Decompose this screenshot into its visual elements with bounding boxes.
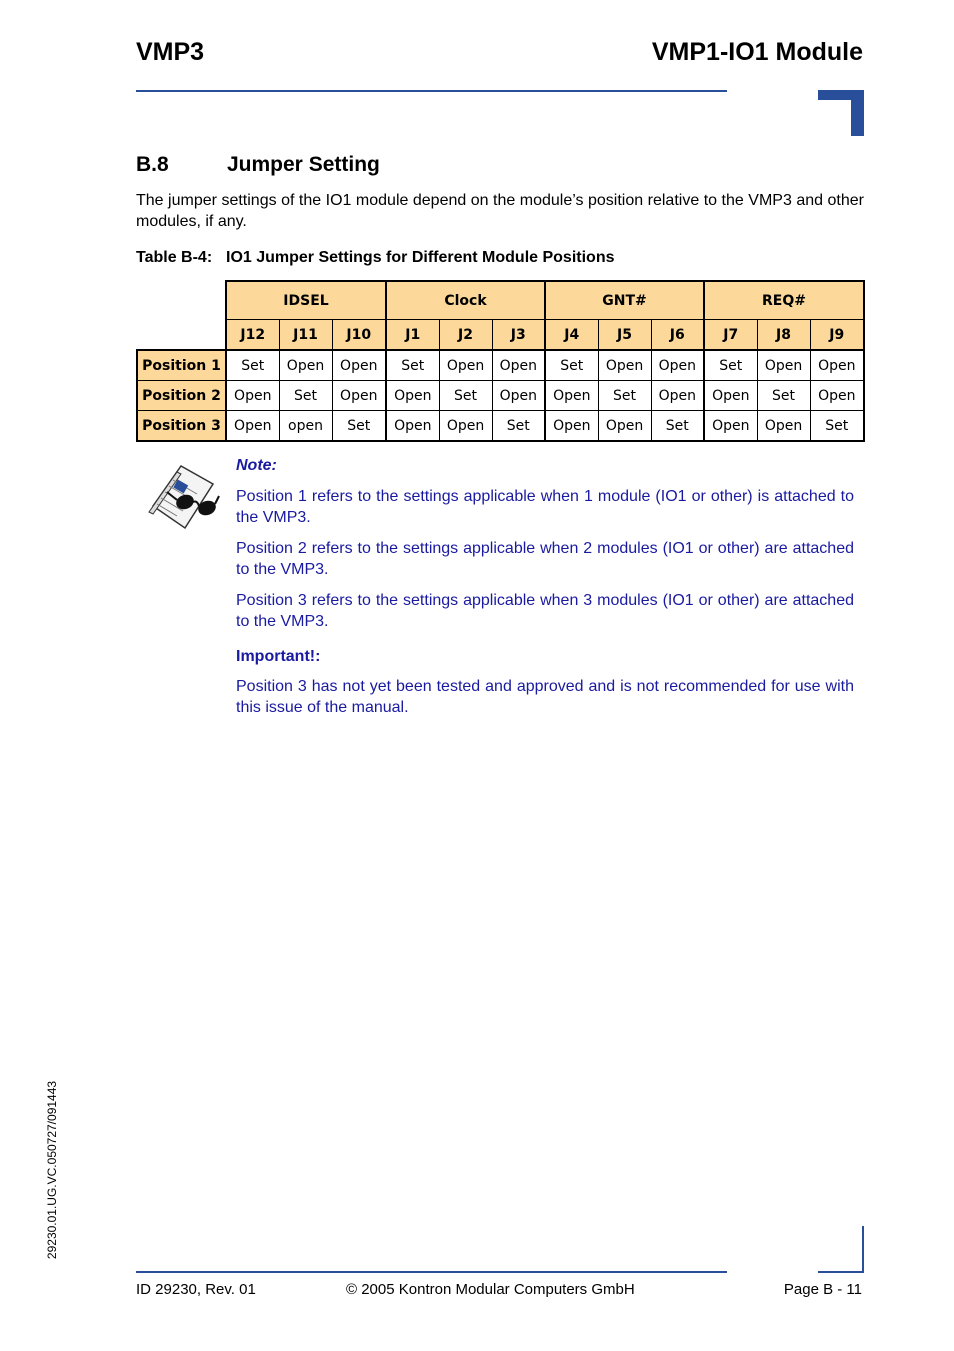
jumper-header: J2 <box>439 320 492 351</box>
table-cell: Open <box>226 411 279 442</box>
table-cell: Set <box>598 381 651 411</box>
group-header-clock: Clock <box>386 281 545 320</box>
section-title: Jumper Setting <box>227 153 380 176</box>
table-cell: Open <box>598 350 651 381</box>
row-label-position-2: Position 2 <box>137 381 226 411</box>
table-row <box>137 411 864 442</box>
table-caption-label: Table B-4: <box>136 249 213 266</box>
table-cell: Open <box>386 411 439 442</box>
table-caption-text: IO1 Jumper Settings for Different Module Positions <box>226 249 615 266</box>
group-header-req: REQ# <box>704 281 864 320</box>
important-label: Important!: <box>236 648 321 665</box>
table-cell: Open <box>651 350 704 381</box>
footer-doc-id: ID 29230, Rev. 01 <box>136 1281 256 1298</box>
table-cell: Open <box>757 350 810 381</box>
footer-rule <box>136 1271 727 1273</box>
table-cell: Set <box>279 381 332 411</box>
jumper-header: J6 <box>651 320 704 351</box>
section-number: B.8 <box>136 153 169 176</box>
table-cell: Set <box>492 411 545 442</box>
table-cell: Set <box>704 350 757 381</box>
jumper-header: J12 <box>226 320 279 351</box>
footer-rule-right <box>818 1271 864 1273</box>
header-rule <box>136 90 727 92</box>
table-cell: Open <box>279 350 332 381</box>
group-header-idsel: IDSEL <box>226 281 386 320</box>
table-cell: Open <box>386 381 439 411</box>
table-cell: open <box>279 411 332 442</box>
note-glasses-icon <box>145 462 221 538</box>
table-cell: Open <box>704 411 757 442</box>
table-cell: Open <box>810 381 864 411</box>
footer-copyright: © 2005 Kontron Modular Computers GmbH <box>346 1281 635 1298</box>
note-label: Note: <box>236 457 277 474</box>
header-left-title: VMP3 <box>136 38 205 66</box>
note-paragraph: Position 3 refers to the settings applicable when 3 modules (IO1 or other) are attached to the VMP3. <box>236 592 854 630</box>
side-document-id: 29230.01.UG.VC.050727/091443 <box>45 1080 59 1260</box>
jumper-header: J5 <box>598 320 651 351</box>
table-cell: Open <box>545 381 598 411</box>
important-text: Position 3 has not yet been tested and approved and is not recommended for use with this issue of the manual. <box>236 678 854 716</box>
table-cell: Open <box>332 350 386 381</box>
group-header-gnt: GNT# <box>545 281 704 320</box>
jumper-header: J4 <box>545 320 598 351</box>
table-caption <box>136 249 614 267</box>
table-cell: Open <box>492 350 545 381</box>
table-cell: Open <box>810 350 864 381</box>
note-block <box>236 455 854 728</box>
jumper-header: J3 <box>492 320 545 351</box>
table-cell: Set <box>226 350 279 381</box>
row-label-position-3: Position 3 <box>137 411 226 442</box>
table-cell: Set <box>439 381 492 411</box>
jumper-header: J11 <box>279 320 332 351</box>
table-cell: Set <box>651 411 704 442</box>
table-cell: Open <box>226 381 279 411</box>
table-group-header-row <box>137 281 864 320</box>
jumper-header: J10 <box>332 320 386 351</box>
table-cell: Open <box>598 411 651 442</box>
table-corner-cell <box>137 320 226 351</box>
section-intro: The jumper settings of the IO1 module depend on the module’s position relative to the VMP3 and other modules, if any. <box>136 192 864 230</box>
table-row <box>137 381 864 411</box>
table-cell: Set <box>545 350 598 381</box>
table-cell: Open <box>651 381 704 411</box>
table-corner-cell <box>137 281 226 320</box>
table-cell: Set <box>810 411 864 442</box>
table-row <box>137 350 864 381</box>
table-cell: Open <box>704 381 757 411</box>
row-label-position-1: Position 1 <box>137 350 226 381</box>
note-paragraph: Position 2 refers to the settings applicable when 2 modules (IO1 or other) are attached to the VMP3. <box>236 540 854 578</box>
header-corner-mark-vertical <box>851 90 864 136</box>
header-right-title: VMP1-IO1 Module <box>651 38 863 66</box>
table-cell: Open <box>492 381 545 411</box>
note-paragraph: Position 1 refers to the settings applicable when 1 module (IO1 or other) is attached to the VMP3. <box>236 488 854 526</box>
table-cell: Set <box>386 350 439 381</box>
table-cell: Open <box>757 411 810 442</box>
table-cell: Set <box>332 411 386 442</box>
table-cell: Open <box>545 411 598 442</box>
jumper-header: J8 <box>757 320 810 351</box>
jumper-header: J9 <box>810 320 864 351</box>
table-cell: Open <box>439 411 492 442</box>
table-cell: Set <box>757 381 810 411</box>
footer-page-number: Page B - 11 <box>783 1281 862 1298</box>
jumper-header: J1 <box>386 320 439 351</box>
jumper-settings-table <box>136 280 865 442</box>
jumper-header: J7 <box>704 320 757 351</box>
table-cell: Open <box>332 381 386 411</box>
table-jumper-header-row <box>137 320 864 351</box>
footer-corner-mark <box>862 1226 864 1272</box>
table-cell: Open <box>439 350 492 381</box>
